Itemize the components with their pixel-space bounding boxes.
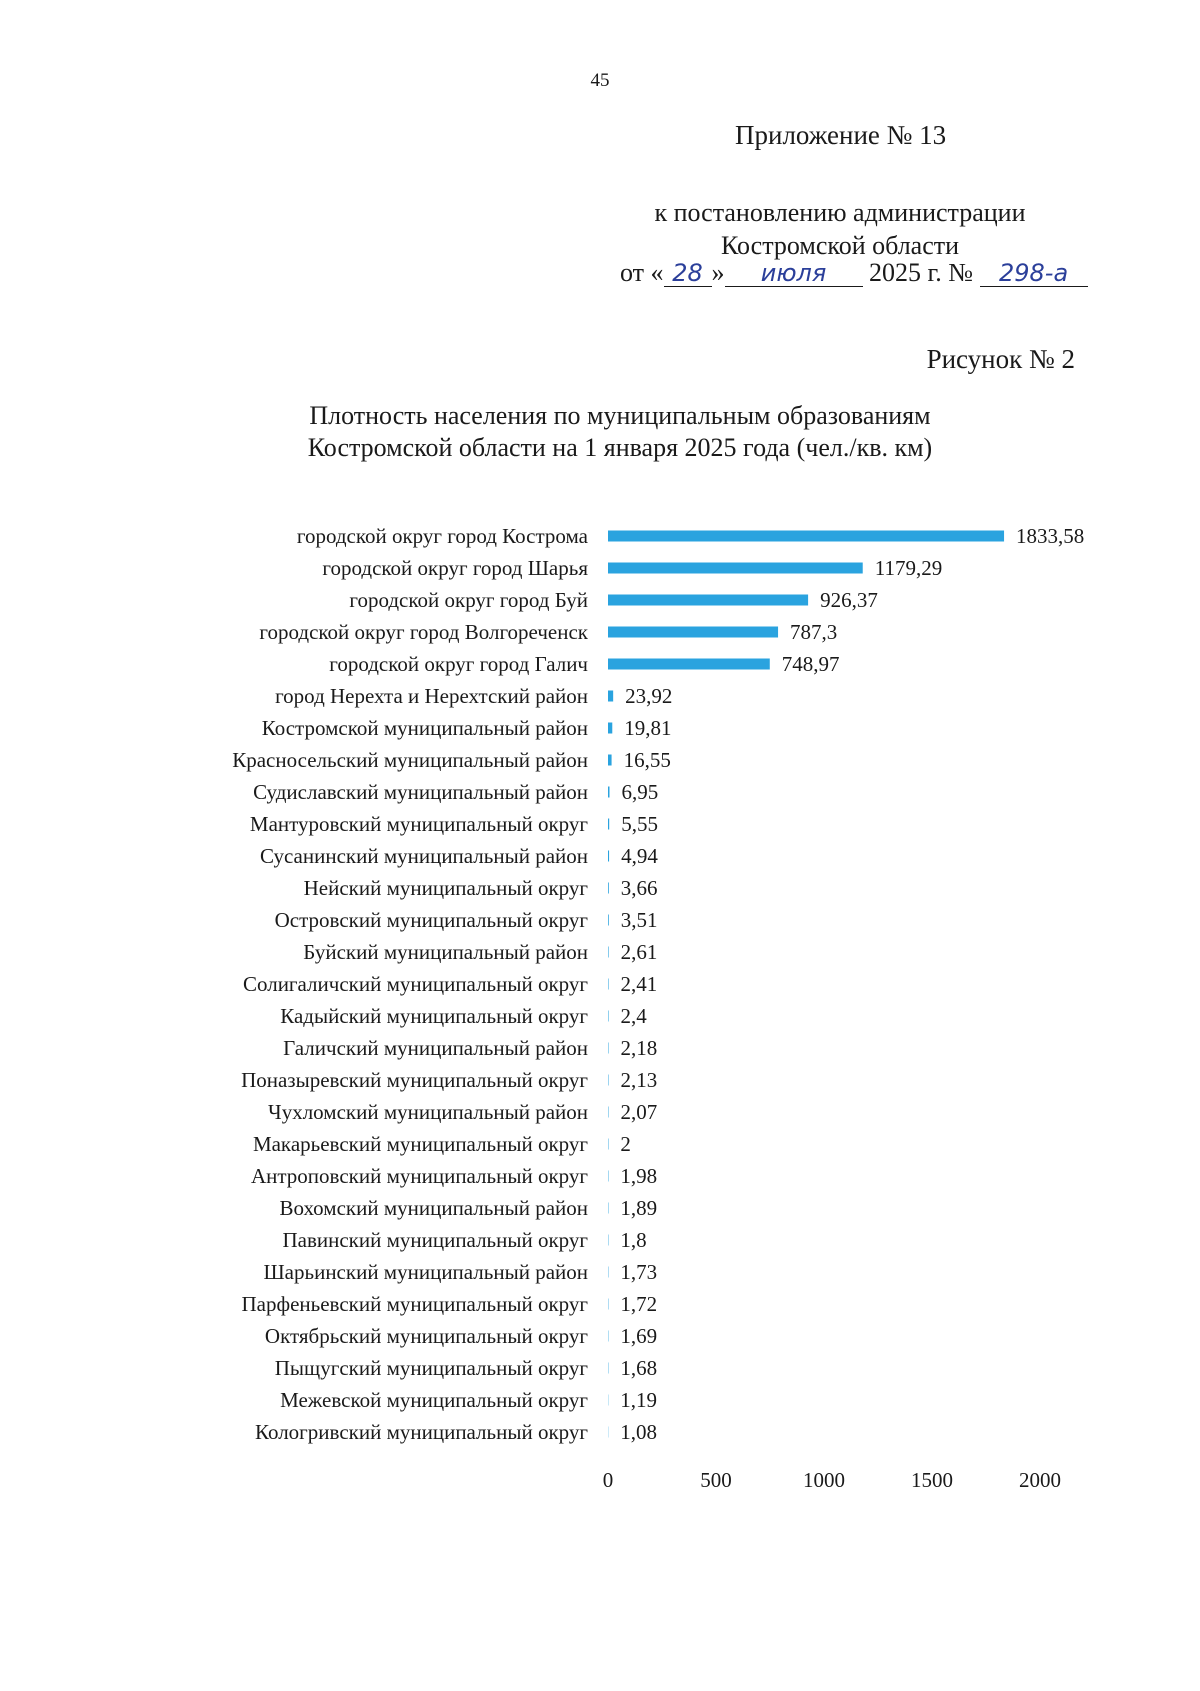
- value-label: 1,8: [620, 1228, 647, 1252]
- category-label: Мантуровский муниципальный округ: [249, 812, 588, 836]
- value-label: 2,41: [620, 972, 658, 996]
- bar: [608, 1011, 609, 1022]
- value-label: 1,89: [620, 1196, 658, 1220]
- value-label: 23,92: [625, 684, 673, 708]
- x-tick-label: 1000: [803, 1468, 845, 1492]
- value-label: 6,95: [621, 780, 659, 804]
- value-label: 2,07: [620, 1100, 658, 1124]
- bar: [608, 819, 609, 830]
- chart-title-line-1: Плотность населения по муниципальным образованиям: [309, 401, 931, 430]
- value-label: 1,72: [620, 1292, 658, 1316]
- value-label: 1179,29: [874, 556, 943, 580]
- category-labels: [232, 524, 589, 1444]
- value-label: 16,55: [623, 748, 671, 772]
- value-label: 5,55: [621, 812, 658, 836]
- category-label: Вохомский муниципальный район: [279, 1196, 588, 1220]
- bar: [608, 563, 863, 574]
- value-label: 19,81: [624, 716, 672, 740]
- category-label: Судиславский муниципальный район: [253, 780, 588, 804]
- chart-title-line-2: Костромской области на 1 января 2025 года (чел./кв. км): [307, 433, 933, 462]
- category-label: Кадыйский муниципальный округ: [280, 1004, 588, 1028]
- decree-number: 298-а: [980, 260, 1088, 287]
- category-label: Парфеньевский муниципальный округ: [241, 1292, 588, 1316]
- category-label: Сусанинский муниципальный район: [259, 844, 588, 868]
- x-tick-label: 0: [602, 1468, 614, 1492]
- value-label: 1,08: [620, 1420, 657, 1444]
- value-label: 2,4: [620, 1004, 647, 1028]
- category-label: Макарьевский муниципальный округ: [252, 1132, 588, 1156]
- bar: [608, 851, 609, 862]
- value-label: 1833,58: [1016, 524, 1085, 548]
- category-label: Кологривский муниципальный округ: [255, 1420, 588, 1444]
- value-label: 3,66: [620, 876, 658, 900]
- category-label: городской округ город Буй: [349, 588, 588, 612]
- bar: [608, 627, 778, 638]
- decree-month: июля: [725, 260, 863, 287]
- bar: [608, 531, 1004, 542]
- x-tick-label: 1500: [911, 1468, 953, 1492]
- category-label: городской округ город Галич: [329, 652, 588, 676]
- figure-label: Рисунок № 2: [926, 344, 1075, 374]
- bar: [608, 723, 612, 734]
- value-label: 4,94: [621, 844, 658, 868]
- category-label: Поназыревский муниципальный округ: [241, 1068, 588, 1092]
- page-number: 45: [590, 70, 610, 91]
- value-label: 3,51: [620, 908, 658, 932]
- category-label: городской округ город Волгореченск: [259, 620, 588, 644]
- category-label: Октябрьский муниципальный округ: [264, 1324, 588, 1348]
- decree-day-suffix: »: [711, 258, 725, 287]
- x-tick-label: 2000: [1019, 1468, 1061, 1492]
- category-label: Антроповский муниципальный округ: [250, 1164, 588, 1188]
- decree-date-prefix: от «: [620, 258, 664, 287]
- bar: [608, 883, 609, 894]
- category-label: Нейский муниципальный округ: [303, 876, 588, 900]
- bar: [608, 659, 770, 670]
- decree-day: 28: [664, 260, 712, 287]
- value-label: 926,37: [820, 588, 878, 612]
- value-label: 1,19: [620, 1388, 658, 1412]
- category-label: Красносельский муниципальный район: [232, 748, 588, 772]
- category-label: Буйский муниципальный район: [303, 940, 588, 964]
- category-label: Шарьинский муниципальный район: [263, 1260, 588, 1284]
- bar: [608, 691, 613, 702]
- x-axis-tick-labels: [603, 1468, 1061, 1492]
- bar: [608, 947, 609, 958]
- value-label: 2: [620, 1132, 631, 1156]
- decree-year-text: 2025 г. №: [869, 258, 974, 287]
- category-label: Межевской муниципальный округ: [280, 1388, 588, 1412]
- value-label: 1,98: [620, 1164, 658, 1188]
- category-label: городской округ город Кострома: [296, 524, 588, 548]
- category-label: городской округ город Шарья: [322, 556, 588, 580]
- value-label: 1,73: [620, 1260, 658, 1284]
- value-label: 748,97: [781, 652, 840, 676]
- bar: [608, 595, 808, 606]
- value-label: 2,13: [620, 1068, 658, 1092]
- value-label: 2,18: [620, 1036, 658, 1060]
- decree-line-1: к постановлению администрации: [654, 198, 1026, 227]
- value-label: 787,3: [790, 620, 838, 644]
- appendix-label: Приложение № 13: [735, 120, 947, 150]
- value-label: 1,69: [620, 1324, 658, 1348]
- category-label: Пыщугский муниципальный округ: [274, 1356, 588, 1380]
- bar: [608, 915, 609, 926]
- category-label: Островский муниципальный округ: [274, 908, 588, 932]
- category-label: город Нерехта и Нерехтский район: [275, 684, 588, 708]
- bar: [608, 979, 609, 990]
- category-label: Солигаличский муниципальный округ: [242, 972, 588, 996]
- bar: [608, 755, 612, 766]
- bar: [608, 787, 610, 798]
- category-label: Костромской муниципальный район: [261, 716, 588, 740]
- category-label: Павинский муниципальный округ: [282, 1228, 588, 1252]
- x-tick-label: 500: [700, 1468, 732, 1492]
- category-label: Галичский муниципальный район: [283, 1036, 588, 1060]
- category-label: Чухломский муниципальный район: [268, 1100, 588, 1124]
- value-label: 1,68: [620, 1356, 658, 1380]
- decree-line-2: Костромской области: [720, 231, 960, 260]
- value-label: 2,61: [620, 940, 658, 964]
